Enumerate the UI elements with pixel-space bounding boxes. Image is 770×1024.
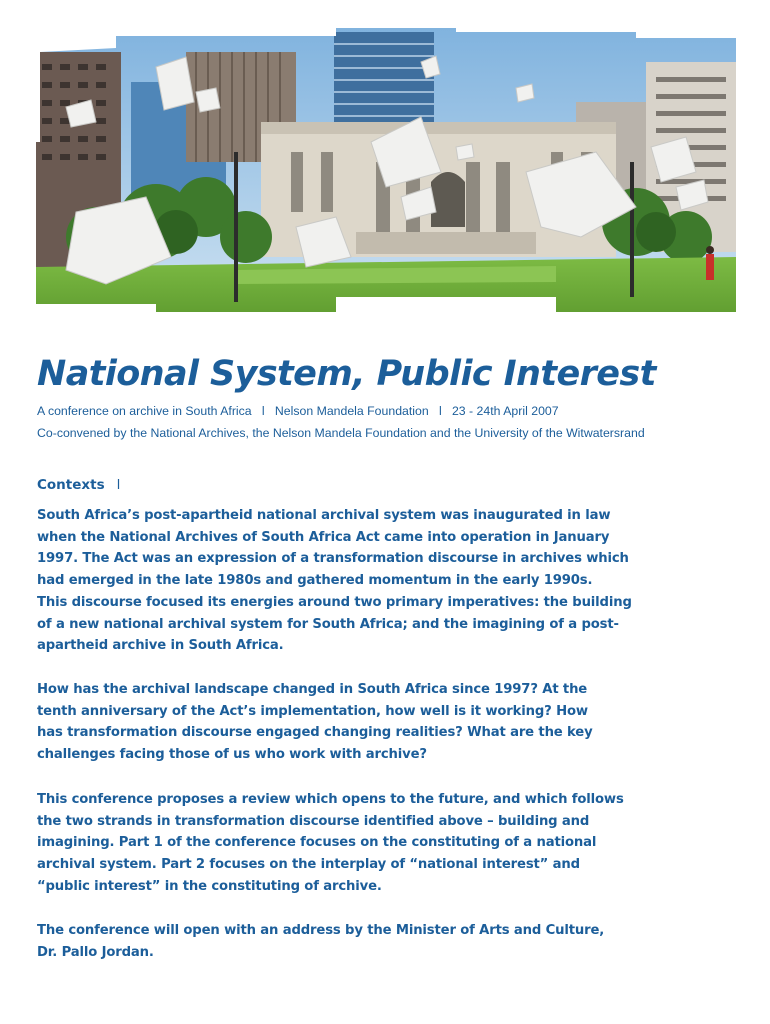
paragraph-line: The conference will open with an address by the Minister of Arts and Culture,: [37, 923, 605, 938]
paragraph-line: imagining. Part 1 of the conference focuses on the constituting of a national: [37, 835, 597, 851]
body-paragraph: [37, 679, 593, 766]
paragraph-line: This discourse focused its energies around two primary imperatives: the building: [37, 594, 632, 610]
section-heading-label: Contexts: [37, 477, 105, 493]
paragraph-line: when the National Archives of South Africa Act came into operation in January: [37, 529, 610, 545]
subtitle-host: Nelson Mandela Foundation: [274, 404, 429, 418]
paragraph-line: “public interest” in the constituting of archive.: [37, 878, 382, 894]
paragraph-line: apartheid archive in South Africa.: [37, 638, 284, 654]
paragraph-line: has transformation discourse engaged changing realities? What are the key: [37, 725, 593, 741]
subtitle-conference: A conference on archive in South Africa: [37, 404, 252, 418]
section-separator: l: [116, 477, 121, 493]
paragraph-line: This conference proposes a review which opens to the future, and which follows: [37, 792, 624, 807]
subtitle-separator: l: [261, 404, 265, 418]
body-paragraph: [37, 789, 624, 898]
subtitle-dates: 23 - 24th April 2007: [451, 404, 559, 418]
body-paragraph: [37, 920, 604, 963]
paragraph-line: Dr. Pallo Jordan.: [37, 944, 154, 960]
coconvened-line: Co-convened by the National Archives, the Nelson Mandela Foundation and the University of the Witwatersrand: [37, 426, 645, 440]
body-paragraph: [37, 505, 632, 657]
paragraph-line: challenges facing those of us who work with archive?: [37, 747, 427, 763]
hero-photo: [36, 22, 736, 322]
conference-subtitle: [37, 404, 559, 418]
paragraph-line: 1997. The Act was an expression of a transformation discourse in archives which: [37, 551, 629, 567]
paragraph-line: had emerged in the late 1980s and gathered momentum in the early 1990s.: [37, 573, 593, 589]
paragraph-line: How has the archival landscape changed in South Africa since 1997? At the: [37, 682, 588, 697]
section-heading: [37, 477, 120, 493]
page-title: National System, Public Interest: [37, 354, 656, 394]
paragraph-line: the two strands in transformation discourse identified above – building and: [37, 813, 590, 829]
subtitle-separator: l: [438, 404, 442, 418]
paragraph-line: South Africa’s post-apartheid national archival system was inaugurated in law: [37, 508, 611, 523]
paragraph-line: archival system. Part 2 focuses on the interplay of “national interest” and: [37, 857, 580, 873]
paragraph-line: tenth anniversary of the Act’s implementation, how well is it working? How: [37, 703, 588, 719]
paragraph-line: of a new national archival system for South Africa; and the imagining of a post-: [37, 616, 619, 632]
